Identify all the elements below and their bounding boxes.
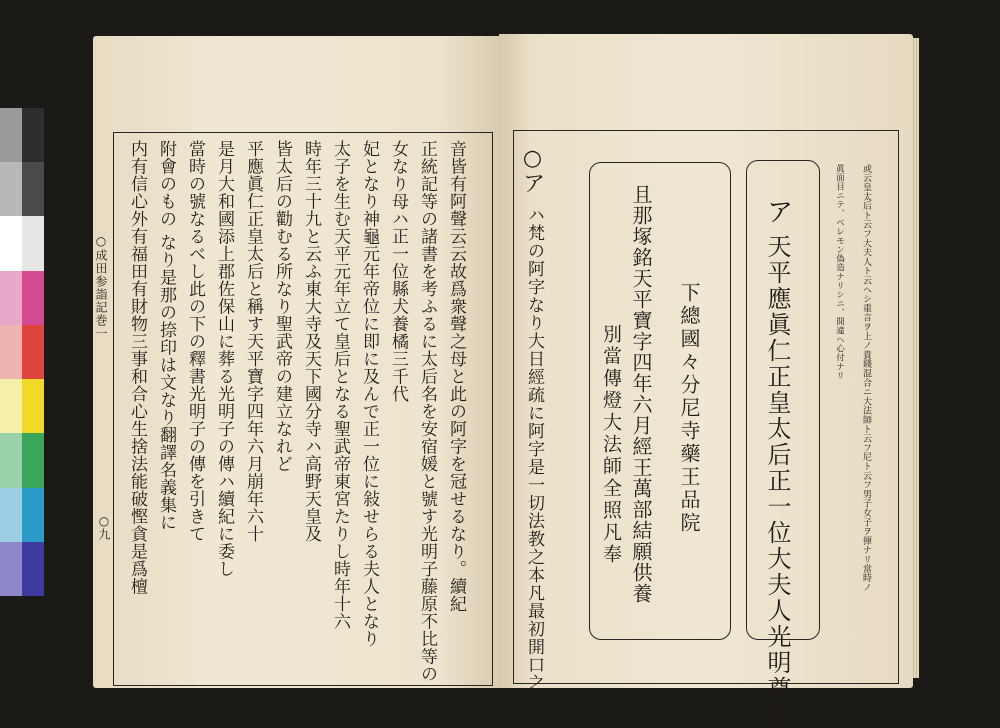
calibration-cell-left [0,162,22,216]
siddham-a-seal-small: ア [523,172,546,197]
calibration-cell-right [22,162,44,216]
memorial-inscription: 天平應眞仁正皇太后正一位大夫人光明尊靈 [763,234,791,728]
calibration-cell-right [22,325,44,379]
sub-box-column-1: 下總國々分尼寺藥王品院 [677,282,701,535]
calibration-cell-right [22,216,44,270]
calibration-cell-right [22,379,44,433]
color-calibration-strip [0,108,44,596]
left-text-column: 附會のもの なり是那の捺印は文なり翻譯名義集に [156,140,176,531]
left-text-column: 内有信心外有福田有財物三事和合心生捨法能破慳貪是爲檀 [127,140,147,595]
small-note: 眞面目ニテ、ベレモン偽造ナリシニ、間違ヘ心付ナリ [834,164,845,380]
left-text-column: 當時の號なるべし此の下の釋書光明子の傳を引きて [185,140,205,543]
left-page-number: ○九 [97,514,111,540]
calibration-cell-right [22,271,44,325]
left-text-column: 時年三十九と云ふ東大寺及天下國分寺ハ高野天皇及 [301,140,321,543]
calibration-cell-left [0,108,22,162]
calibration-cell-left [0,488,22,542]
sub-box-column-3: 別當傳燈大法師全照凡奉 [600,324,622,566]
left-text-column: 平應眞仁正皇太后と稱す天平寶字四年六月崩年六十 [243,140,263,543]
left-text-column: 妃となり神龜元年帝位に即に及んで正一位に敍せらる夫人となり [359,140,379,648]
calibration-cell-right [22,108,44,162]
calibration-cell-right [22,488,44,542]
calibration-cell-left [0,216,22,270]
right-marginal-note: 或云皇太后ト云フ大夫人ト云ヘシ重言ヲ上ノ貴賤混合ニ大法師ト云フ尼ト云フ男子女子ヲ揮ナリ當時ノ [861,164,871,592]
calibration-cell-left [0,379,22,433]
left-text-column: 音皆有阿聲云云故爲衆聲之母と此の阿字を冠せるなり。續紀 [446,140,466,613]
left-page-header: ○成田参詣記巻一 [94,234,108,340]
right-page [499,34,913,728]
sub-box-column-2: 且那塚銘天平寶字四年六月經王萬部結願供養 [629,184,653,604]
commentary-column: ハ梵の阿字なり大日經疏に阿字是一切法教之本凡最初開口之 [524,206,544,692]
calibration-cell-left [0,433,22,487]
left-text-column: 女なり母ハ正一位縣犬養橘三千代 [388,140,408,403]
calibration-cell-right [22,542,44,596]
calibration-cell-left [0,542,22,596]
left-page [93,36,499,688]
section-marker: ○ [520,146,545,171]
calibration-cell-left [0,325,22,379]
calibration-cell-right [22,433,44,487]
left-text-column: 皆太后の勸むる所なり聖武帝の建立なれど [272,140,292,473]
calibration-cell-left [0,271,22,325]
left-text-column: 是月大和國添上郡佐保山に葬る光明子の傳ハ續紀に委し [214,140,234,578]
left-text-column: 太子を生む天平元年立て皇后となる聖武帝東宮たりし時年十六 [330,140,350,630]
left-text-column: 正統記等の諸書を考ふるに太后名を安宿媛と號す光明子藤原不比等の [417,140,437,683]
siddham-a-seal: ア [767,198,794,228]
